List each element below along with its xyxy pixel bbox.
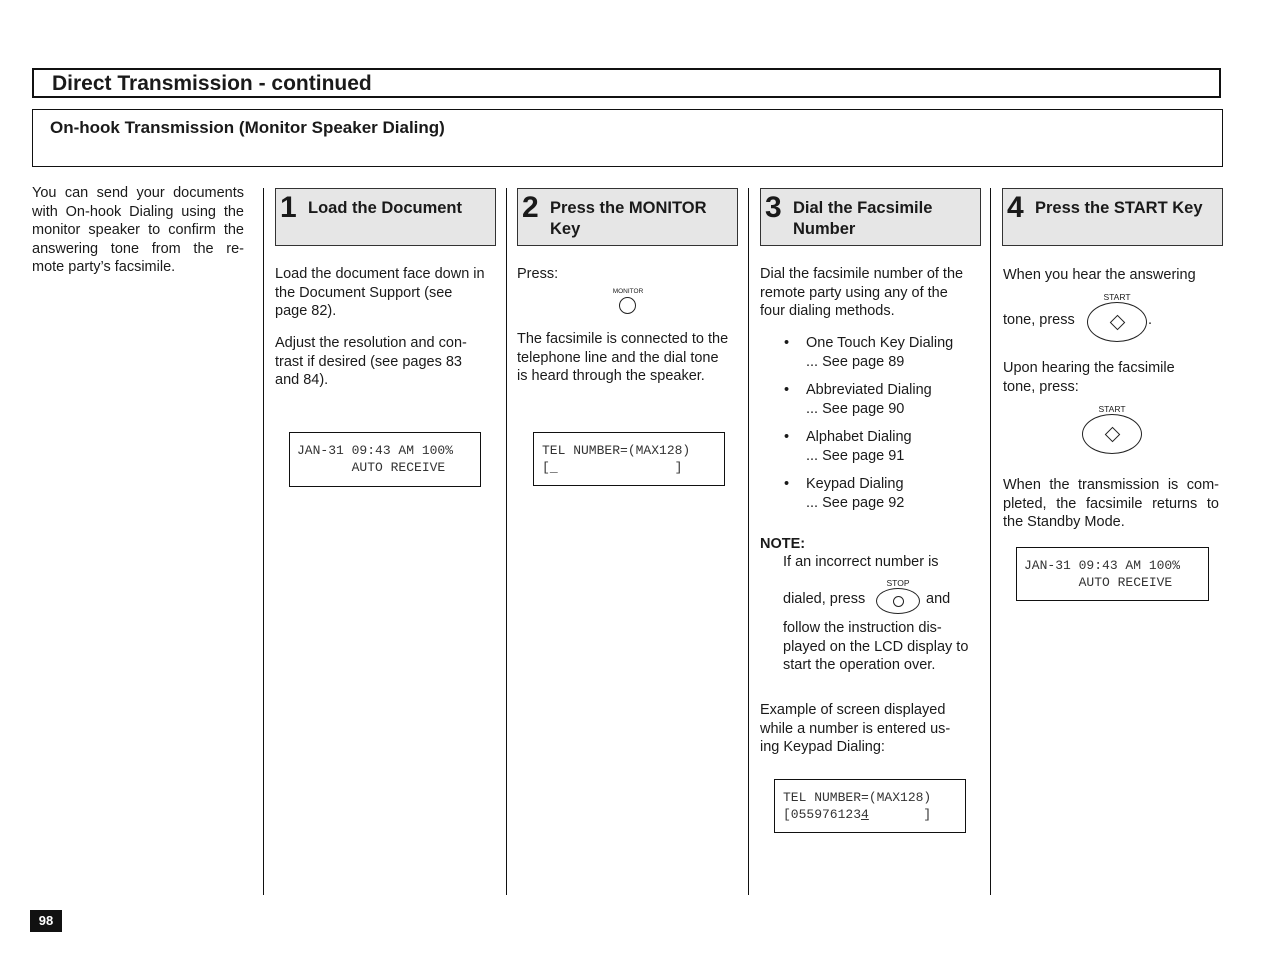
subsection-title-box: [32, 109, 1223, 167]
method-name: • Keypad Dialing: [806, 476, 904, 492]
method-ref: ... See page 92: [806, 494, 905, 511]
step-title: Press the START Key: [1035, 199, 1203, 217]
method-name: • Abbreviated Dialing: [806, 382, 932, 398]
lcd-display: [289, 432, 481, 487]
step-number: 3: [765, 191, 782, 224]
column-divider: [263, 188, 264, 895]
lcd-line: JAN-31 09:43 AM 100%: [1024, 558, 1181, 573]
section-title: Direct Transmission - continued: [52, 72, 372, 95]
page-number: 98: [30, 910, 62, 932]
lcd-line: TEL NUMBER=(MAX128): [542, 443, 691, 458]
start-key-icon: [1082, 414, 1142, 454]
method-ref: ... See page 90: [806, 400, 905, 417]
list-item: [784, 381, 974, 418]
monitor-key-icon: [619, 297, 636, 314]
lcd-cursor: 4: [861, 807, 869, 822]
step-number: 4: [1007, 191, 1024, 224]
lcd-display: [533, 432, 725, 486]
method-name: • One Touch Key Dialing: [806, 335, 954, 351]
start-diamond-icon: [1110, 315, 1126, 331]
lcd-line: JAN-31 09:43 AM 100%: [297, 443, 454, 458]
press-label: Press:: [517, 266, 559, 282]
example-text: Example of screen displayed while a number is entered us- ing Keypad Dialing:: [760, 702, 951, 755]
start-diamond-icon: [1105, 427, 1121, 443]
step-title: Load the Document: [308, 199, 463, 217]
note-label: NOTE:: [760, 536, 806, 552]
lcd-display: [774, 779, 966, 833]
step-4-text: tone, press: [1003, 312, 1075, 328]
start-key-label: START: [1103, 292, 1131, 302]
column-divider: [506, 188, 507, 895]
note-text: follow the instruction dis- played on the LCD display to start the operation over.: [783, 620, 969, 673]
stop-key-label: STOP: [886, 578, 910, 588]
step-4-header: [1002, 188, 1223, 246]
intro-text: You can send your documents with On-hook Dialing using the monitor speaker to confirm the answering tone from the re- mote party’s facsimile.: [32, 185, 244, 275]
lcd-display: [1016, 547, 1209, 601]
lcd-text: [: [542, 460, 550, 475]
list-item: [784, 428, 974, 465]
step-1-text: Adjust the resolution and con- trast if desired (see pages 83 and 84).: [275, 335, 467, 388]
stop-key-icon: [876, 588, 920, 614]
subsection-title: On-hook Transmission (Monitor Speaker Dialing): [50, 118, 445, 137]
lcd-cursor: _: [549, 460, 558, 475]
list-item: [784, 475, 974, 512]
step-title: Press the MONITOR Key: [550, 199, 707, 238]
start-key-label: START: [1098, 404, 1126, 414]
step-1-text: Load the document face down in the Document Support (see page 82).: [275, 266, 485, 319]
stop-symbol-icon: [893, 596, 904, 607]
note-text: dialed, press: [783, 591, 866, 607]
step-4-text: When the transmission is com- pleted, the facsimile returns to the Standby Mode.: [1003, 477, 1219, 530]
dialing-methods-list: [784, 334, 974, 522]
step-1-header: [275, 188, 496, 246]
note-text: If an incorrect number is: [783, 554, 939, 570]
list-item: [784, 334, 974, 371]
step-4-text: .: [1148, 312, 1153, 328]
lcd-text: ]: [557, 460, 683, 475]
step-3-text: Dial the facsimile number of the remote party using any of the four dialing methods.: [760, 266, 964, 319]
start-key-icon: [1087, 302, 1147, 342]
step-3-header: [760, 188, 981, 246]
step-2-text: The facsimile is connected to the telephone line and the dial tone is heard through the speaker.: [517, 331, 729, 384]
lcd-text: ]: [868, 807, 932, 822]
method-ref: ... See page 91: [806, 447, 905, 464]
lcd-text: [055976123: [783, 807, 862, 822]
method-name: • Alphabet Dialing: [806, 429, 912, 445]
note-text: and: [926, 591, 951, 607]
step-title: Dial the Facsimile Number: [793, 199, 933, 238]
column-divider: [990, 188, 991, 895]
step-number: 2: [522, 191, 539, 224]
section-title-box: [32, 68, 1221, 98]
lcd-line: TEL NUMBER=(MAX128): [783, 790, 932, 805]
step-2-header: [517, 188, 738, 246]
lcd-line: AUTO RECEIVE: [1024, 575, 1173, 590]
step-4-text: Upon hearing the facsimile tone, press:: [1003, 360, 1175, 395]
column-divider: [748, 188, 749, 895]
method-ref: ... See page 89: [806, 353, 905, 370]
lcd-line: AUTO RECEIVE: [297, 460, 446, 475]
step-number: 1: [280, 191, 297, 224]
step-4-text: When you hear the answering: [1003, 267, 1196, 283]
monitor-key-label: MONITOR: [612, 288, 644, 295]
